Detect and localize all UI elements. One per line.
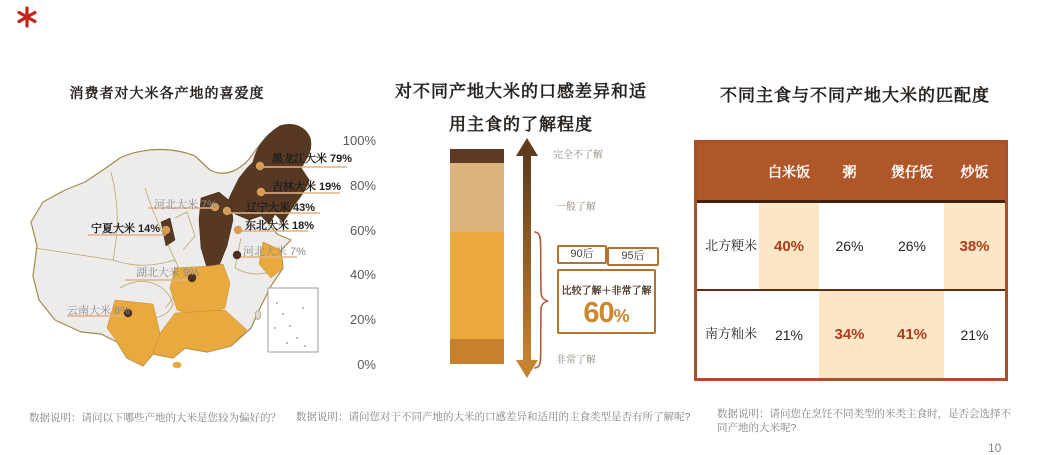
region-hainan [173, 362, 182, 368]
map-label-hubei: 湖北大米 9% [136, 267, 199, 279]
footnote-middle: 数据说明：请问您对于不同产地的大米的口感差异和适用的主食类型是否有所了解呢? [296, 411, 691, 423]
bracket-brace [532, 230, 550, 370]
map-label-heilongjiang: 黑龙江大米 79% [272, 153, 353, 165]
bar-segment-bijiaoliaojie [450, 232, 504, 339]
scale-label-middle: 一般了解 [556, 202, 596, 213]
y-axis-tick: 0% [357, 357, 376, 372]
map-label-jilin: 吉林大米 19% [272, 181, 342, 193]
y-axis-tick: 80% [349, 178, 376, 193]
col-header-chaofan: 炒饭 [944, 143, 1005, 200]
middle-chart-title-line2: 用主食的了解程度 [449, 115, 593, 134]
table-cell: 34% [819, 289, 880, 378]
region-taiwan [255, 311, 260, 320]
scale-label-bottom: 非常了解 [556, 355, 596, 366]
arrow-up-head [516, 138, 538, 156]
y-axis-tick: 20% [349, 312, 376, 327]
middle-chart-title-line1: 对不同产地大米的口感差异和适 [395, 82, 647, 101]
page-number: 10 [988, 441, 1002, 455]
cohort-95s-box: 95后 [607, 247, 659, 266]
y-axis-tick: 60% [349, 223, 376, 238]
table-cell: 26% [819, 200, 880, 289]
bar-segment-wanquanbuliaojie [450, 149, 504, 163]
callout-box [557, 269, 656, 334]
table-cell: 40% [759, 200, 819, 289]
bar-segment-feichangliaojie [450, 339, 504, 364]
callout-value: 60% [583, 297, 630, 329]
logo-icon [16, 6, 38, 28]
map-label-liaoning: 辽宁大米 43% [246, 202, 316, 214]
left-chart-title: 消费者对大米各产地的喜爱度 [69, 85, 265, 101]
map-label-hebei-2: 河北大米 7% [154, 199, 217, 211]
table-cell: 38% [944, 200, 1005, 289]
map-label-hebei: 河北大米 7% [243, 246, 306, 258]
footnote-right: 数据说明：请问您在烹饪不同类型的米类主食时，是否会选择不同产地的大米呢? [717, 408, 1011, 435]
south-china-sea-inset [268, 288, 318, 352]
table-cell: 26% [880, 200, 944, 289]
cohort-90s-box: 90后 [557, 245, 607, 264]
row-header-nanfangxianmi: 南方籼米 [697, 289, 759, 378]
row-header-beifangjingmi: 北方粳米 [697, 200, 759, 289]
table-cell: 41% [880, 289, 944, 378]
scale-label-top: 完全不了解 [553, 150, 603, 161]
footnote-left: 数据说明：请问以下哪些产地的大米是您较为偏好的？ [29, 412, 281, 424]
table-corner-cell [697, 143, 759, 200]
col-header-zhou: 粥 [819, 143, 880, 200]
bar-segment-yibanliaojie [450, 163, 504, 232]
right-chart-title: 不同主食与不同产地大米的匹配度 [720, 86, 990, 105]
table-cell: 21% [944, 289, 1005, 378]
table-cell: 21% [759, 289, 819, 378]
match-table [694, 140, 1008, 381]
map-label-dongbei: 东北大米 18% [245, 220, 315, 232]
col-header-baimifan: 白米饭 [759, 143, 819, 200]
col-header-baozaifan: 煲仔饭 [880, 143, 944, 200]
map-label-yunnan: 云南大米 8% [67, 305, 130, 317]
callout-label: 比较了解＋非常了解 [561, 286, 652, 297]
stacked-bar [450, 149, 504, 364]
map-label-ningxia: 宁夏大米 14% [91, 223, 161, 235]
y-axis-tick: 100% [342, 133, 376, 148]
y-axis-tick: 40% [349, 267, 376, 282]
